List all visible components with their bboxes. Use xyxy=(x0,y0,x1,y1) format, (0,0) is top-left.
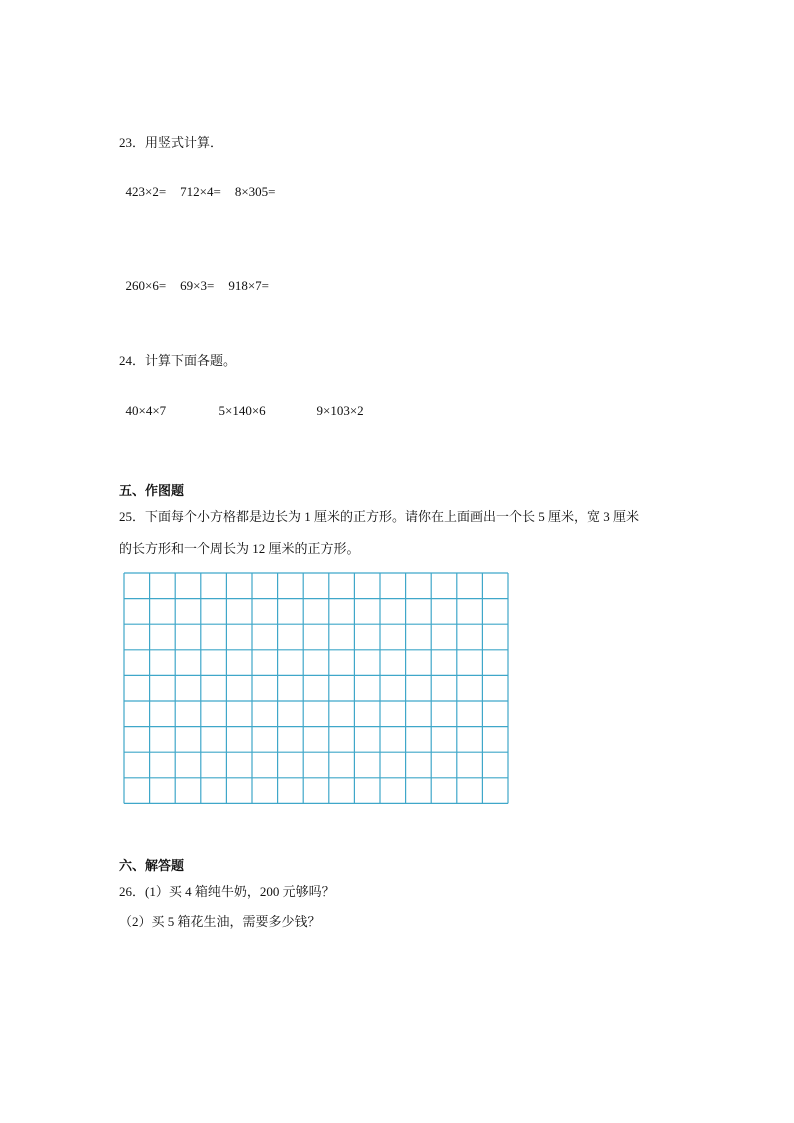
q25-line1: 25．下面每个小方格都是边长为 1 厘米的正方形。请你在上面画出一个长 5 厘米，宽 3 厘米 xyxy=(119,509,640,524)
q24-expr-2: 5×140×6 xyxy=(218,403,266,418)
q25-line2: 的长方形和一个周长为 12 厘米的正方形。 xyxy=(119,541,360,556)
section5-heading: 五、作图题 xyxy=(119,483,185,498)
q24-row xyxy=(119,384,364,420)
q24-expr-3: 9×103×2 xyxy=(316,403,364,418)
q26-part1: 26．(1）买 4 箱纯牛奶，200 元够吗？ xyxy=(119,884,335,899)
q26-part2: （2）买 5 箱花生油，需要多少钱？ xyxy=(119,914,321,929)
q24-expr-1: 40×4×7 xyxy=(125,403,167,418)
q23-title: 23．用竖式计算． xyxy=(119,135,224,150)
square-grid xyxy=(123,572,511,806)
q23-row2 xyxy=(119,259,283,295)
section6-heading: 六、解答题 xyxy=(119,858,185,873)
q23-expr-3: 8×305= xyxy=(234,184,276,199)
q23-expr-5: 69×3= xyxy=(180,278,215,293)
q24-title: 24．计算下面各题。 xyxy=(119,353,237,368)
q23-expr-2: 712×4= xyxy=(180,184,221,199)
q23-expr-1: 423×2= xyxy=(125,184,167,199)
q23-expr-4: 260×6= xyxy=(125,278,167,293)
q23-row1 xyxy=(119,165,290,201)
q23-expr-6: 918×7= xyxy=(228,278,270,293)
